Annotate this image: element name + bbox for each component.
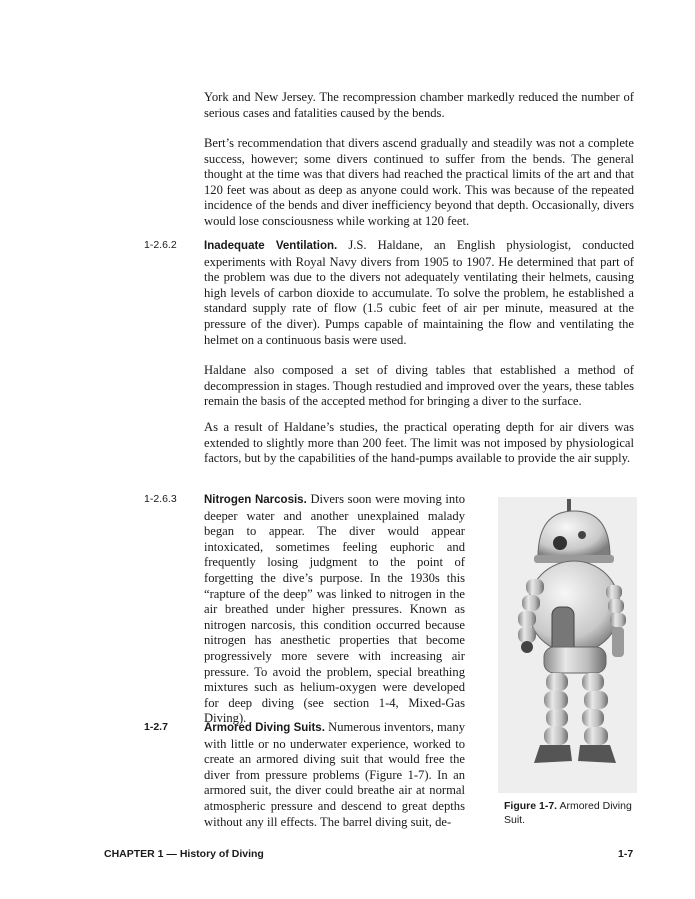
figure-label: Figure 1-7. <box>504 800 558 812</box>
section-heading: Inadequate Ventilation. <box>204 240 338 252</box>
footer-page-number: 1-7 <box>618 848 634 860</box>
figure-caption <box>504 799 634 827</box>
section-heading: Armored Diving Suits. <box>204 722 325 734</box>
figure-caption-text: Armored Diving Suit. <box>504 800 632 826</box>
section-body: Divers soon were moving into deeper water and another unexplained malady began to appear. The diver would appear intoxicated, sometimes feeling euphoric and frequently losing judgment to the point of forgetting the dive’s purpose. In the 1930s this “rapture of the deep” was linked to nitrogen in the air breathed under higher pressures. Known as nitrogen narcosis, this condition occurred because nitrogen has anesthetic properties that become progressively more severe with increasing air pressure. To avoid the problem, special breathing mixtures such as helium-oxygen were developed for deep diving (see section 1-4, Mixed-Gas Diving). <box>204 492 465 726</box>
paragraph-haldane-tables: Haldane also composed a set of diving tables that established a method of decompression in stages. Though restudied and improved over the years, these tables remain the basis of the accepted method for bringing a diver to the surface. <box>204 363 634 409</box>
paragraph-haldane-depth: As a result of Haldane’s studies, the practical operating depth for air divers was extended to slightly more than 200 feet. The limit was not imposed by physiological factors, but by the capabilities of the hand-pumps available to provide the air supply. <box>204 420 634 466</box>
section-nitrogen-narcosis <box>204 492 465 727</box>
section-armored-diving-suits <box>204 720 465 830</box>
footer-chapter: CHAPTER 1 — History of Diving <box>104 848 264 860</box>
section-number-1-2-6-3: 1-2.6.3 <box>144 493 177 505</box>
armored-diving-suit-icon <box>498 497 637 793</box>
paragraph-intro: York and New Jersey. The recompression chamber markedly reduced the number of serious cases and fatalities caused by the bends. <box>204 90 634 120</box>
section-body: Numerous inventors, many with little or no underwater experience, worked to create an armored diving suit that would free the diver from pressure problems (Figure 1-7). In an armored suit, the diver could breathe air at normal atmospheric pressure and descend to great depths without any ill effects. The barrel diving suit, de- <box>204 720 465 829</box>
section-number-1-2-6-2: 1-2.6.2 <box>144 239 177 251</box>
paragraph-bert: Bert’s recommendation that divers ascend gradually and steadily was not a complete success, however; some divers continued to suffer from the bends. The general thought at the time was that divers had reached the practical limits of the art and that 120 feet was about as deep as anyone could work. This was because of the repeated incidence of the bends and diver inefficiency beyond that depth. Occasionally, divers would lose consciousness while working at 120 feet. <box>204 136 634 228</box>
section-body: J.S. Haldane, an English physiologist, conducted experiments with Royal Navy divers from 1905 to 1907. He determined that part of the problem was due to the divers not adequately ventilating their helmets, causing high levels of carbon dioxide to accumulate. To solve the problem, he established a standard supply rate of flow (1.5 cubic feet of air per minute, measured at the pressure of the diver). Pumps capable of maintaining the flow and ventilating the helmet on a continuous basis were used. <box>204 238 634 347</box>
section-number-1-2-7: 1-2.7 <box>144 721 168 733</box>
section-inadequate-ventilation <box>204 238 634 348</box>
section-heading: Nitrogen Narcosis. <box>204 494 307 506</box>
armored-diving-suit-image <box>498 497 637 793</box>
